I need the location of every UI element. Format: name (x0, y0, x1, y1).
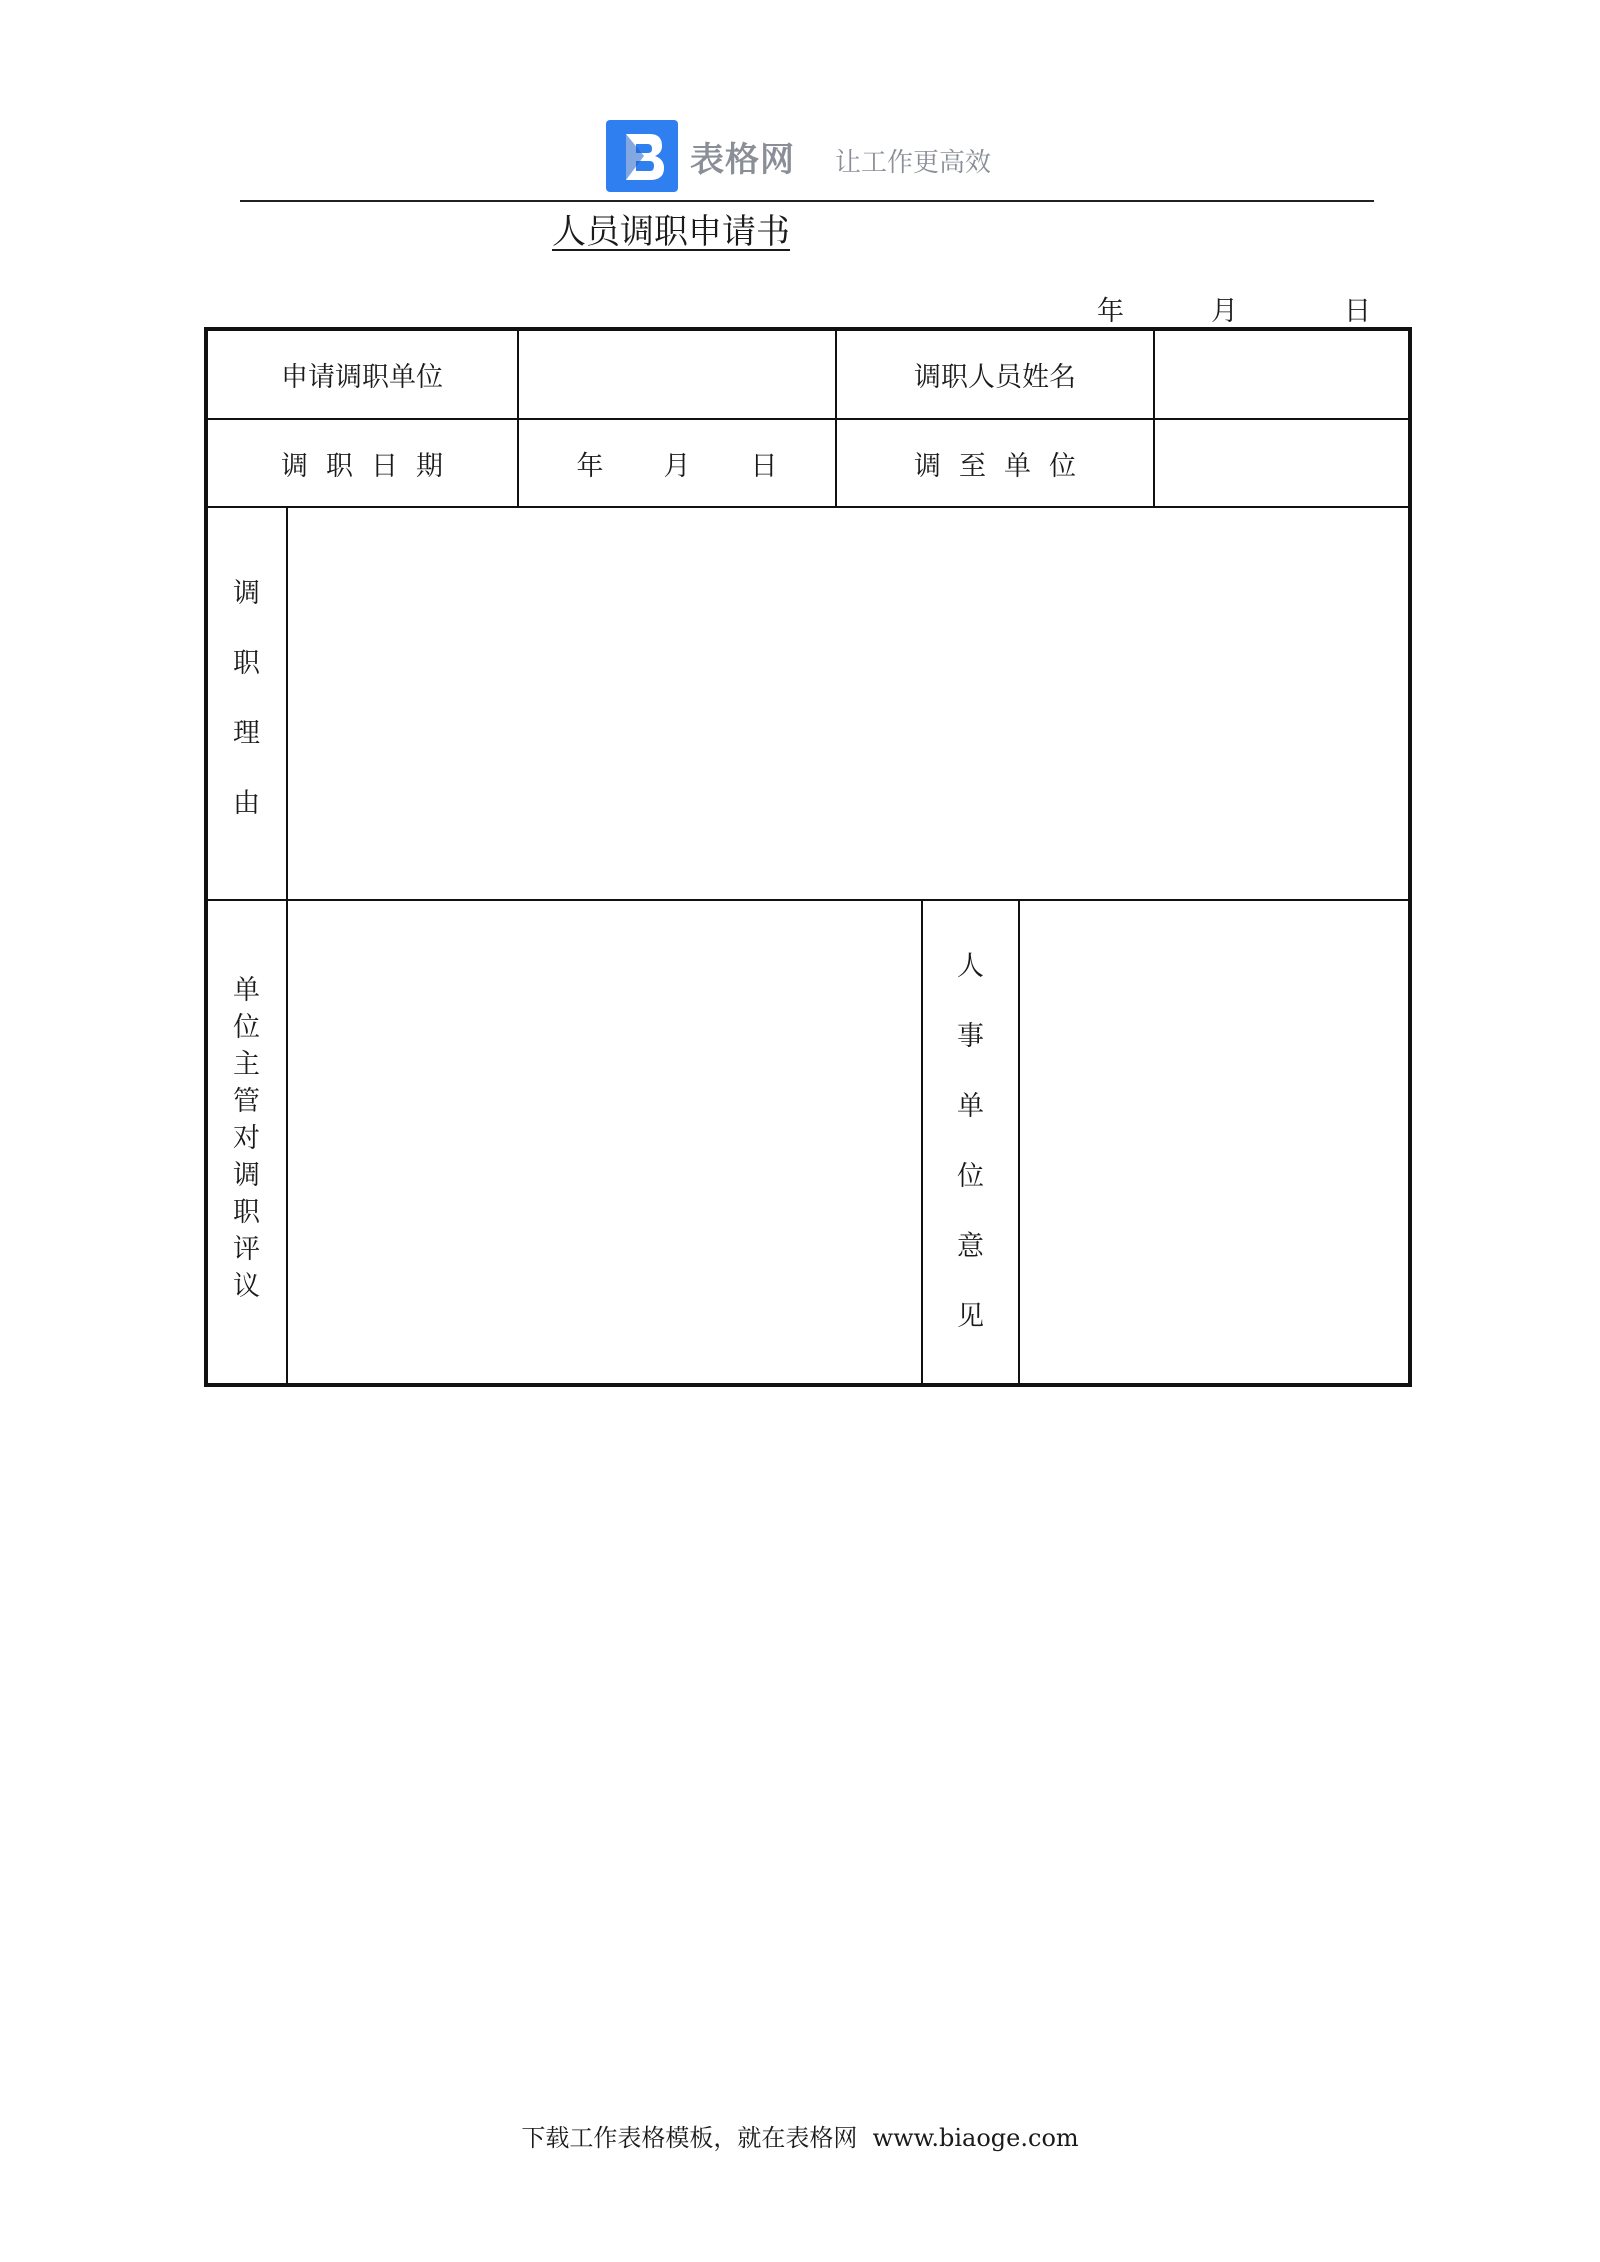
label-char: 位 (957, 1161, 984, 1192)
label-char: 日 (371, 450, 398, 482)
brand-name: 表格网 (690, 140, 795, 180)
label-char: 理 (233, 718, 260, 749)
supervisor-evaluation-label (207, 977, 286, 1300)
label-char: 位 (233, 1012, 260, 1043)
label-char: 单 (233, 975, 260, 1006)
brand-slogan: 让工作更高效 (835, 148, 992, 178)
date-month-label: 月 (663, 450, 691, 482)
transfer-reason-field[interactable] (288, 508, 1407, 898)
label-char: 主 (233, 1049, 260, 1080)
date-year-label: 年 (1097, 296, 1124, 327)
label-char: 见 (957, 1301, 984, 1332)
transfer-reason-label (207, 580, 286, 817)
label-char: 调 (281, 450, 308, 482)
target-unit-field[interactable] (1155, 420, 1407, 506)
label-char: 评 (233, 1234, 260, 1265)
label-char: 调 (233, 1160, 260, 1191)
label-char: 位 (1049, 450, 1076, 482)
label-char: 职 (326, 450, 353, 482)
date-day-label: 日 (1344, 296, 1371, 327)
label-char: 意 (957, 1231, 984, 1262)
label-char: 由 (233, 788, 260, 819)
label-char: 至 (959, 450, 986, 482)
label-char: 议 (233, 1271, 260, 1302)
applicant-unit-label: 申请调职单位 (281, 361, 443, 393)
date-year-label: 年 (576, 450, 604, 482)
site-logo-icon (606, 120, 678, 192)
label-char: 调 (914, 450, 941, 482)
hr-opinion-field[interactable] (1020, 901, 1407, 1383)
label-char: 职 (233, 648, 260, 679)
table-bottom-border (204, 1383, 1412, 1387)
table-right-border (1408, 327, 1412, 1387)
label-char: 单 (1004, 450, 1031, 482)
page-title: 人员调职申请书 (552, 212, 790, 252)
supervisor-evaluation-field[interactable] (288, 901, 920, 1383)
label-char: 职 (233, 1197, 260, 1228)
transfer-date-label (207, 420, 517, 506)
applicant-unit-field[interactable] (519, 330, 835, 418)
target-unit-label (837, 420, 1153, 506)
date-month-label: 月 (1211, 296, 1238, 327)
hr-opinion-label (923, 953, 1018, 1330)
label-char: 事 (957, 1021, 984, 1052)
label-char: 调 (233, 578, 260, 609)
label-char: 单 (957, 1091, 984, 1122)
label-char: 人 (957, 951, 984, 982)
transferee-name-label: 调职人员姓名 (914, 361, 1076, 393)
page-footer: 下载工作表格模板，就在表格网 www.biaoge.com (521, 2124, 1079, 2152)
label-char: 对 (233, 1123, 260, 1154)
header-divider (240, 200, 1374, 202)
label-char: 期 (416, 450, 443, 482)
date-day-label: 日 (750, 450, 778, 482)
transfer-date-field[interactable] (519, 420, 835, 506)
transferee-name-field[interactable] (1155, 330, 1407, 418)
label-char: 管 (233, 1086, 260, 1117)
